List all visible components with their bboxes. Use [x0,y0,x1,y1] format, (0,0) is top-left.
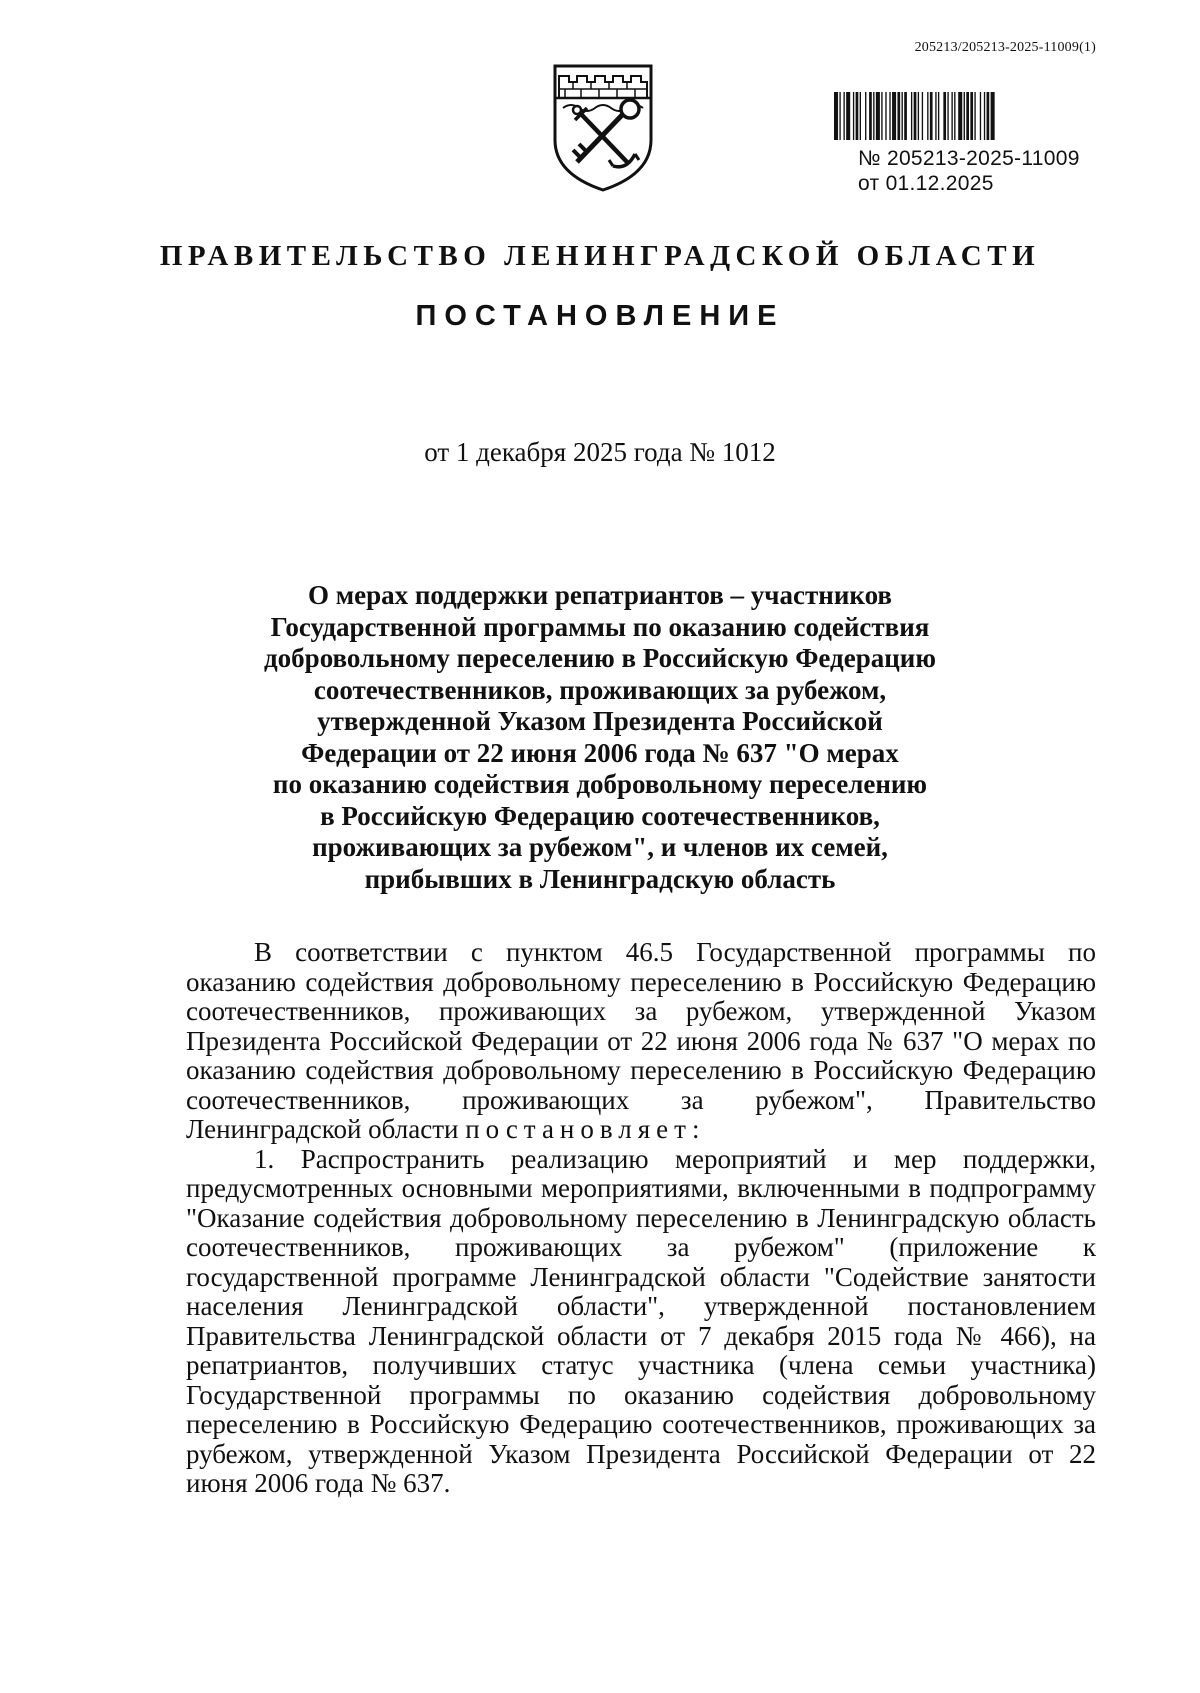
document-date: от 01.12.2025 [858,172,994,195]
resolves-word: постановляет: [465,1114,706,1144]
subject-line: Федерации от 22 июня 2006 года № 637 "О мерах [301,737,899,768]
subject-line: Государственной программы по оказанию содействия [270,611,930,642]
subject-line: прибывших в Ленинградскую область [364,863,836,894]
document-number: № 205213-2025-11009 [858,147,1080,170]
subject-line: добровольному переселению в Российскую Федерацию [264,643,936,673]
subject-line: в Российскую Федерацию соотечественников, [320,800,880,831]
subject-line: О мерах поддержки репатриантов – участников [307,580,893,610]
decree-date-number: от 1 декабря 2025 года № 1012 [424,437,776,467]
decree-body [186,938,1096,1499]
document-registration-block [858,146,1080,196]
barcode-icon [834,92,1084,140]
subject-line: соотечественников, проживающих за рубежом, [313,674,887,705]
coat-of-arms-icon [551,62,655,192]
subject-line: проживающих за рубежом", и членов их семей, [312,832,888,862]
decree-title: ПОСТАНОВЛЕНИЕ [415,300,785,332]
registration-line: 205213/205213-2025-11009(1) [914,40,1096,55]
decree-subject [0,580,1200,895]
subject-line: утвержденной Указом Президента Российской [317,706,883,736]
item-1-paragraph: 1. Распространить реализацию мероприятий и мер поддержки, предусмотренных основными мероприятиями, включенными в подпрограмму "Оказание содействия добровольному переселению в Ленинградскую область соотечественников, проживающих за рубежом" (приложение к государственной программе Ленинградской области "Содействие занятости населения Ленинградской области", утвержденной постановлением Правительства Ленинградской области от 7 декабря 2015 года № 466), на репатриантов, получивших статус участника (члена семьи участника) Государственной программы по оказанию содействия добровольному переселению в Российскую Федерацию соотечественников, проживающих за рубежом, утвержденной Указом Президента Российской Федерации от 22 июня 2006 года № 637. [186,1143,1096,1498]
government-title: ПРАВИТЕЛЬСТВО ЛЕНИНГРАДСКОЙ ОБЛАСТИ [159,240,1041,272]
preamble-paragraph [186,938,1096,1145]
subject-line: по оказанию содействия добровольному переселению [272,769,928,799]
preamble-text: В соответствии с пунктом 46.5 Государственной программы по оказанию содействия добровольному переселению в Российскую Федерацию соотечественников, проживающих за рубежом, утвержденной Указом Президента Российской Федерации от 22 июня 2006 года № 637 "О мерах по оказанию содействия добровольному переселению в Российскую Федерацию соотечественников, проживающих за рубежом", Правительство Ленинградской области [186,937,1096,1144]
